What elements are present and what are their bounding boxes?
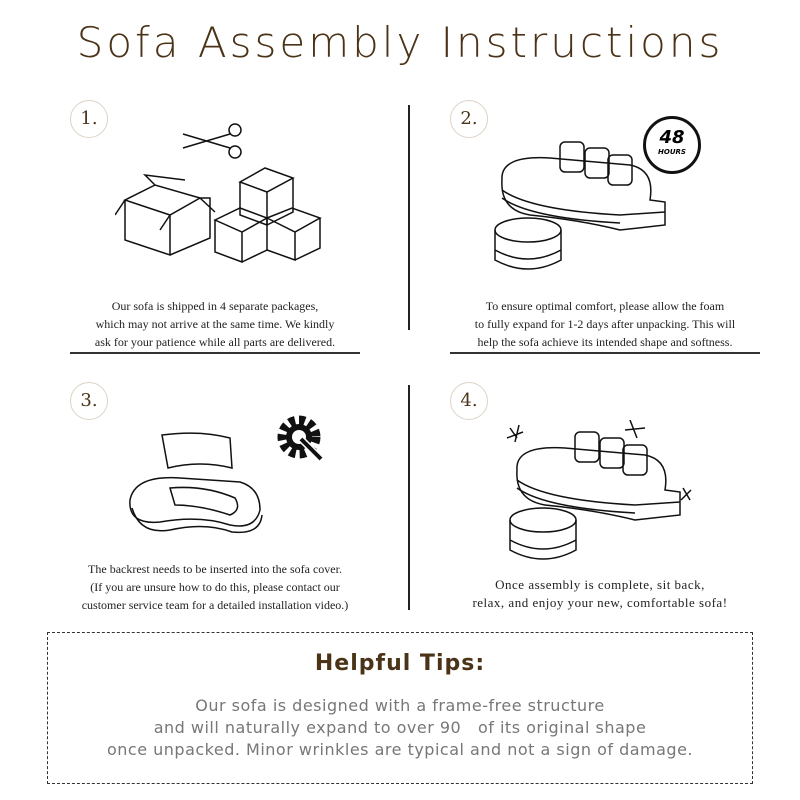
step-1-number: 1. (70, 100, 108, 138)
text-line: to fully expand for 1-2 days after unpacking. This will (474, 317, 736, 331)
finished-sofa-illustration (505, 420, 695, 570)
step-4-text (430, 576, 770, 612)
text-line: Our sofa is shipped in 4 separate packages, (111, 299, 319, 313)
badge-number: 48 (659, 127, 685, 148)
gear-wrench-icon (275, 413, 327, 465)
text-line: Our sofa is designed with a frame-free structure (195, 696, 605, 715)
helpful-tips-box (47, 632, 753, 784)
step-3-text (50, 560, 380, 614)
text-line: To ensure optimal comfort, please allow the foam (485, 299, 725, 313)
text-line: customer service team for a detailed installation video.) (81, 598, 349, 612)
text-line: help the sofa achieve its intended shape and softness. (477, 335, 733, 349)
sofa-illustration (490, 140, 670, 275)
badge-label: HOURS (658, 148, 686, 156)
divider (408, 105, 410, 330)
boxes-and-scissors-icon (115, 120, 325, 265)
text-line: The backrest needs to be inserted into the sofa cover. (88, 562, 342, 576)
text-line: which may not arrive at the same time. We kindly (95, 317, 335, 331)
backrest-insert-illustration (120, 430, 270, 540)
tips-text (48, 695, 752, 761)
divider (70, 352, 360, 354)
text-line: Once assembly is complete, sit back, (495, 577, 705, 592)
divider (408, 385, 410, 610)
step-4-number: 4. (450, 382, 488, 420)
step-1-text (60, 297, 370, 351)
tips-heading: Helpful Tips: (314, 651, 486, 676)
step-2-number: 2. (450, 100, 488, 138)
text-line: (If you are unsure how to do this, please contact our (90, 580, 340, 594)
step-3-number: 3. (70, 382, 108, 420)
step-2-text (440, 297, 770, 351)
page-title: Sofa Assembly Instructions (76, 18, 724, 67)
text-line: relax, and enjoy your new, comfortable sofa! (472, 595, 728, 610)
text-line: ask for your patience while all parts are delivered. (94, 335, 336, 349)
text-line: and will naturally expand to over 90 of its original shape (153, 718, 647, 737)
text-line: once unpacked. Minor wrinkles are typical and not a sign of damage. (106, 740, 694, 759)
divider (450, 352, 760, 354)
